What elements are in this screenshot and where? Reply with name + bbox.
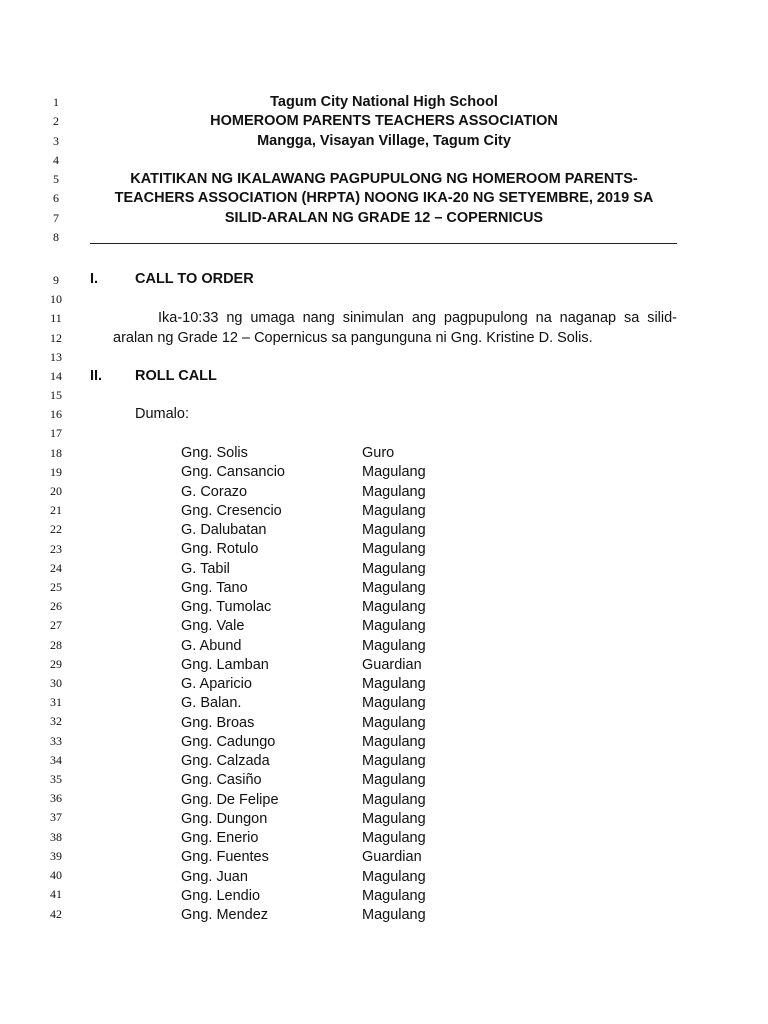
line-number: 24 [50, 561, 62, 575]
line-number: 9 [53, 273, 59, 287]
attendee-role: Guardian [362, 657, 422, 673]
attendee-name: G. Dalubatan [181, 522, 267, 538]
line-number: 26 [50, 599, 62, 613]
line-number: 42 [50, 907, 62, 921]
attendee-name: G. Corazo [181, 484, 248, 500]
attendee-role: Magulang [362, 676, 426, 692]
line-number: 31 [50, 695, 62, 709]
document-title-line-2: TEACHERS ASSOCIATION (HRPTA) NOONG IKA-20 NG SETYEMBRE, 2019 SA [114, 190, 654, 206]
line-number: 30 [50, 676, 62, 690]
attendee-role: Guardian [362, 849, 422, 865]
line-number: 27 [50, 618, 62, 632]
attendee-name: G. Abund [181, 638, 242, 654]
line-number: 18 [50, 446, 62, 460]
line-number: 39 [50, 849, 62, 863]
school-address: Mangga, Visayan Village, Tagum City [257, 133, 511, 149]
attendee-name: Gng. Dungon [181, 811, 268, 827]
attendee-name: Gng. Tumolac [181, 599, 272, 615]
attendee-role: Magulang [362, 869, 426, 885]
attendee-name: Gng. Lamban [181, 657, 269, 673]
line-number: 10 [50, 292, 62, 306]
attended-label: Dumalo: [135, 406, 189, 422]
attendee-name: Gng. Cadungo [181, 734, 276, 750]
attendee-name: Gng. Rotulo [181, 541, 259, 557]
attendee-name: Gng. Casiño [181, 772, 262, 788]
school-name: Tagum City National High School [270, 94, 498, 110]
attendee-role: Magulang [362, 753, 426, 769]
line-number: 1 [53, 95, 59, 109]
attendee-name: Gng. Mendez [181, 907, 269, 923]
attendee-role: Magulang [362, 772, 426, 788]
attendee-role: Magulang [362, 561, 426, 577]
line-number: 8 [53, 230, 59, 244]
line-number: 12 [50, 331, 62, 345]
section-1-number: I. [90, 271, 99, 287]
attendee-role: Magulang [362, 464, 426, 480]
line-number: 3 [53, 134, 59, 148]
attendee-name: Gng. Lendio [181, 888, 261, 904]
section-2-heading: ROLL CALL [135, 368, 217, 384]
line-number: 22 [50, 522, 62, 536]
association-name: HOMEROOM PARENTS TEACHERS ASSOCIATION [210, 113, 558, 129]
line-number: 21 [50, 503, 62, 517]
line-number: 32 [50, 714, 62, 728]
line-number: 15 [50, 388, 62, 402]
line-number: 35 [50, 772, 62, 786]
attendee-role: Magulang [362, 638, 426, 654]
line-number: 41 [50, 887, 62, 901]
line-number: 11 [50, 311, 62, 325]
document-title-line-1: KATITIKAN NG IKALAWANG PAGPUPULONG NG HOMEROOM PARENTS- [130, 171, 638, 187]
attendee-role: Magulang [362, 715, 426, 731]
line-number: 37 [50, 810, 62, 824]
attendee-role: Magulang [362, 522, 426, 538]
attendee-role: Magulang [362, 541, 426, 557]
line-number: 4 [53, 153, 59, 167]
attendee-name: G. Balan. [181, 695, 242, 711]
line-number: 34 [50, 753, 62, 767]
document-title-line-3: SILID-ARALAN NG GRADE 12 – COPERNICUS [224, 210, 544, 226]
attendee-name: G. Aparicio [181, 676, 252, 692]
attendee-name: Gng. Broas [181, 715, 255, 731]
attendee-role: Magulang [362, 695, 426, 711]
line-number: 36 [50, 791, 62, 805]
line-number: 16 [50, 407, 62, 421]
title-divider [90, 243, 677, 244]
section-1-paragraph-line-1: Ika-10:33 ng umaga nang sinimulan ang pagpupulong na naganap sa silid- [158, 310, 677, 326]
line-number: 20 [50, 484, 62, 498]
attendee-name: Gng. Juan [181, 869, 248, 885]
line-number: 13 [50, 350, 62, 364]
attendee-role: Magulang [362, 811, 426, 827]
attendee-role: Magulang [362, 618, 426, 634]
line-number: 7 [53, 211, 59, 225]
section-2-number: II. [90, 368, 103, 384]
line-number: 5 [53, 172, 59, 186]
attendee-name: Gng. Calzada [181, 753, 270, 769]
attendee-role: Magulang [362, 907, 426, 923]
attendee-role: Magulang [362, 503, 426, 519]
line-number: 38 [50, 830, 62, 844]
section-1-paragraph-line-2: aralan ng Grade 12 – Copernicus sa pangunguna ni Gng. Kristine D. Solis. [113, 330, 593, 346]
attendee-name: Gng. Cansancio [181, 464, 285, 480]
line-number: 25 [50, 580, 62, 594]
line-number: 33 [50, 734, 62, 748]
attendee-role: Magulang [362, 734, 426, 750]
attendee-role: Magulang [362, 830, 426, 846]
attendee-name: Gng. Solis [181, 445, 248, 461]
attendee-name: Gng. Vale [181, 618, 245, 634]
line-number: 6 [53, 191, 59, 205]
attendee-role: Guro [362, 445, 395, 461]
line-number: 14 [50, 369, 62, 383]
attendee-role: Magulang [362, 484, 426, 500]
line-number: 28 [50, 638, 62, 652]
attendee-role: Magulang [362, 599, 426, 615]
line-number: 19 [50, 465, 62, 479]
attendee-name: Gng. De Felipe [181, 792, 279, 808]
attendee-role: Magulang [362, 888, 426, 904]
attendee-name: Gng. Enerio [181, 830, 259, 846]
attendee-role: Magulang [362, 792, 426, 808]
attendee-name: G. Tabil [181, 561, 230, 577]
line-number: 17 [50, 426, 62, 440]
attendee-role: Magulang [362, 580, 426, 596]
attendee-name: Gng. Cresencio [181, 503, 282, 519]
attendee-name: Gng. Fuentes [181, 849, 269, 865]
line-number: 2 [53, 114, 59, 128]
attendee-name: Gng. Tano [181, 580, 248, 596]
line-number: 29 [50, 657, 62, 671]
line-number: 23 [50, 542, 62, 556]
line-number: 40 [50, 868, 62, 882]
section-1-heading: CALL TO ORDER [135, 271, 254, 287]
